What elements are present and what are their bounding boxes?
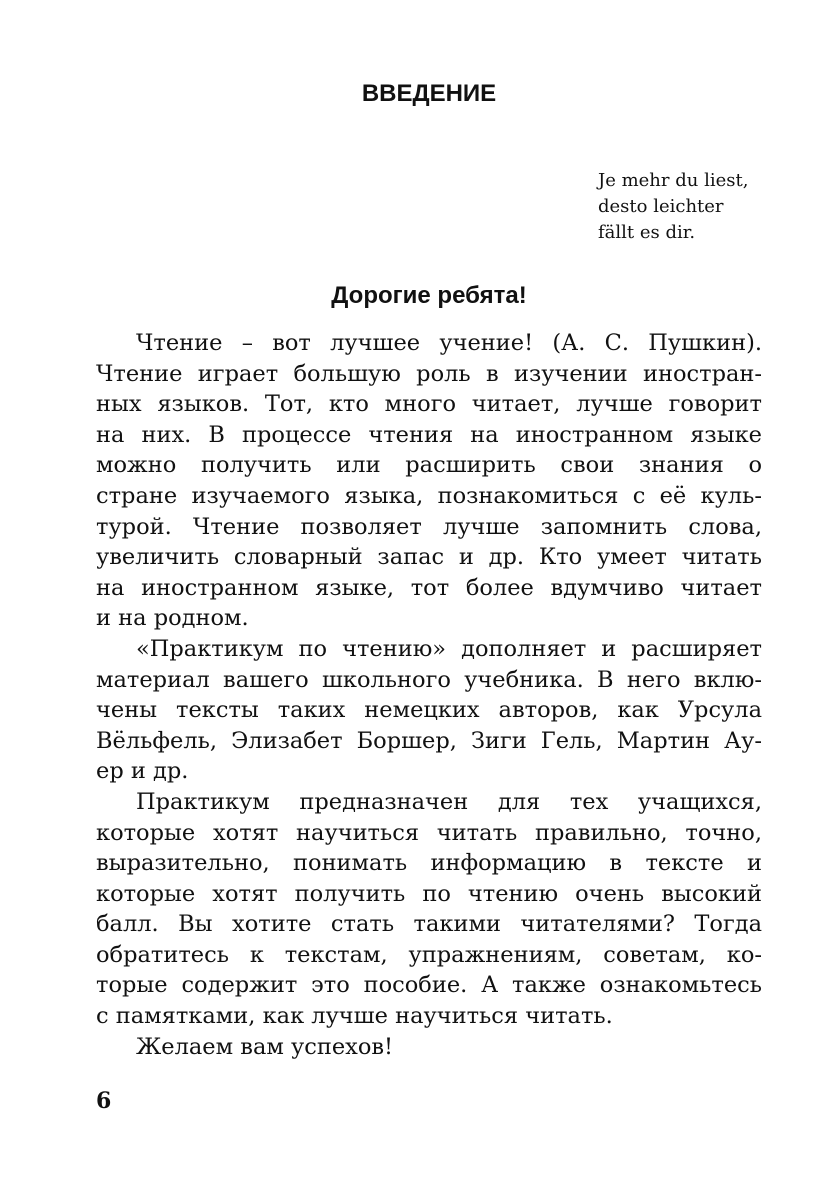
- epigraph-line: desto leichter: [598, 196, 724, 217]
- text-line: «Практикум по чтению» дополняет и расширяет: [136, 635, 762, 662]
- text-line: на иностранном языке, тот более вдумчиво читает: [96, 574, 762, 601]
- paragraph: [96, 787, 762, 1032]
- text-line: ных языков. Тот, кто много читает, лучше говорит: [96, 391, 762, 418]
- text-line: которые хотят научиться читать правильно, точно,: [96, 819, 762, 846]
- text-line: можно получить или расширить свои знания о: [96, 452, 762, 479]
- text-line: ер и др.: [96, 758, 189, 785]
- text-line: на них. В процессе чтения на иностранном языке: [96, 421, 762, 448]
- text-line: Чтение – вот лучшее учение! (А. С. Пушкин).: [136, 330, 762, 356]
- text-line: Желаем вам успехов!: [136, 1033, 394, 1060]
- text-line: турой. Чтение позволяет лучше запомнить слова,: [96, 513, 762, 540]
- epigraph: [598, 168, 748, 246]
- text-line: Практикум предназначен для тех учащихся,: [136, 788, 762, 815]
- greeting-heading: Дорогие ребята!: [331, 282, 527, 309]
- text-line: торые содержит это пособие. А также ознакомьтесь: [96, 972, 762, 999]
- text-line: чены тексты таких немецких авторов, как Урсула: [96, 697, 762, 724]
- page-number: 6: [96, 1088, 112, 1114]
- text-line: выразительно, понимать информацию в тексте и: [96, 850, 762, 877]
- text-line: Вёльфель, Элизабет Боршер, Зиги Гель, Мартин Ау-: [96, 727, 762, 754]
- text-line: стране изучаемого языка, познакомиться с её куль-: [96, 482, 762, 509]
- page-title: ВВЕДЕНИЕ: [361, 80, 497, 107]
- paragraph: [96, 328, 762, 634]
- epigraph-line: Je mehr du liest,: [598, 170, 749, 191]
- text-line: увеличить словарный запас и др. Кто умеет читать: [96, 544, 762, 571]
- text-line: с памятками, как лучше научиться читать.: [96, 1003, 613, 1030]
- text-line: и на родном.: [96, 605, 249, 632]
- epigraph-line: fällt es dir.: [598, 222, 696, 243]
- body-text: [96, 328, 762, 1062]
- text-line: Чтение играет большую роль в изучении иностран-: [96, 360, 762, 387]
- text-line: которые хотят получить по чтению очень высокий: [96, 880, 762, 907]
- text-line: обратитесь к текстам, упражнениям, советам, ко-: [96, 941, 762, 968]
- paragraph: [96, 1032, 762, 1063]
- text-line: балл. Вы хотите стать такими читателями? Тогда: [96, 911, 762, 938]
- paragraph: [96, 634, 762, 787]
- text-line: материал вашего школьного учебника. В него вклю-: [96, 666, 762, 693]
